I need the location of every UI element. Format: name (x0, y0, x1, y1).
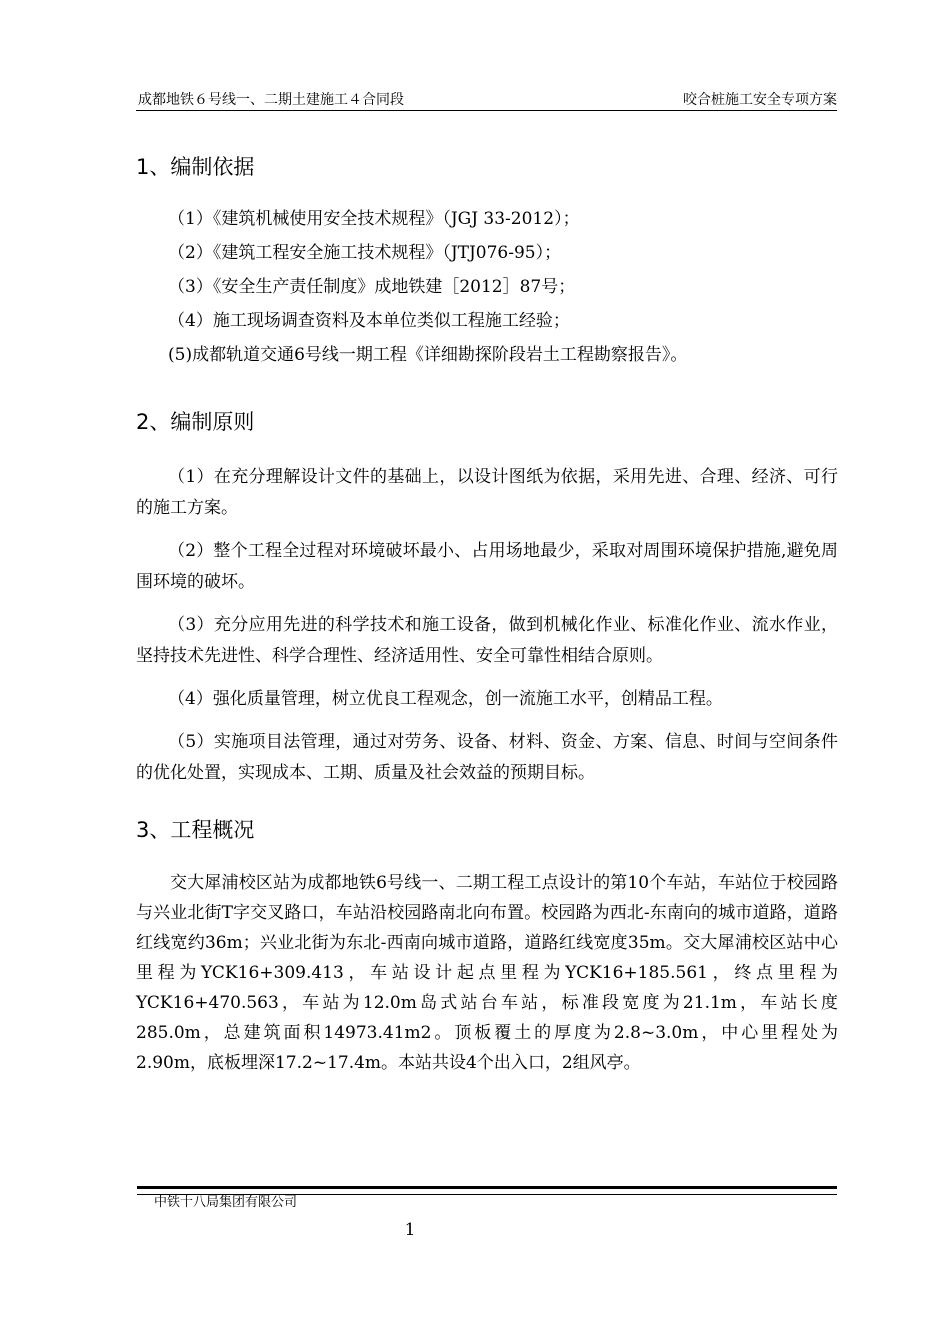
principles-list (136, 462, 838, 801)
basis-item: （4）施工现场调查资料及本单位类似工程施工经验； (168, 311, 570, 331)
basis-item: （1）《建筑机械使用安全技术规程》（JGJ 33-2012）； (168, 209, 580, 229)
principle-item: （4）强化质量管理，树立优良工程观念，创一流施工水平，创精品工程。 (168, 689, 723, 709)
overview-body (136, 868, 838, 1078)
section-heading-overview: 3、工程概况 (136, 818, 255, 842)
section-heading-principles: 2、编制原则 (136, 410, 255, 434)
header-document-title: 咬合桩施工安全专项方案 (683, 91, 837, 107)
principle-item: （2）整个工程全过程对环境破坏最小、占用场地最少，采取对周围环境保护措施,避免周围环境的破坏。 (136, 541, 838, 592)
basis-list (136, 204, 838, 374)
principle-item: （3）充分应用先进的科学技术和施工设备，做到机械化作业、标准化作业、流水作业，坚持技术先进性、科学合理性、经济适用性、安全可靠性相结合原则。 (136, 615, 838, 666)
principle-item: （5）实施项目法管理，通过对劳务、设备、材料、资金、方案、信息、时间与空间条件的优化处置，实现成本、工期、质量及社会效益的预期目标。 (136, 732, 838, 783)
header-rule (136, 110, 837, 111)
basis-item: （3）《安全生产责任制度》成地铁建［2012］87号； (168, 277, 576, 297)
overview-paragraph: 交大犀浦校区站为成都地铁6号线一、二期工程工点设计的第10个车站，车站位于校园路与兴业北街T字交叉路口，车站沿校园路南北向布置。校园路为西北-东南向的城市道路，道路红线宽约36m；兴业北街为东北-西南向城市道路，道路红线宽度35m。交大犀浦校区站中心里程为YCK16+309.413，车站设计起点里程为YCK16+185.561，终点里程为YCK16+470.563，车站为12.0m岛式站台车站，标准段宽度为21.1m，车站长度285.0m，总建筑面积14973.41m2。顶板覆土的厚度为2.8~3.0m，中心里程处为2.90m，底板埋深17.2~17.4m。本站共设4个出入口，2组风亭。 (136, 873, 838, 1073)
page-number: 1 (404, 1220, 416, 1240)
principle-item: （1）在充分理解设计文件的基础上，以设计图纸为依据，采用先进、合理、经济、可行的施工方案。 (136, 467, 838, 518)
basis-item: （2）《建筑工程安全施工技术规程》（JTJ076-95）； (168, 243, 562, 263)
basis-item: (5)成都轨道交通6号线一期工程《详细勘探阶段岩土工程勘察报告》。 (168, 345, 688, 365)
header-project-title: 成都地铁６号线一、二期土建施工４合同段 (138, 91, 404, 107)
footer-company-name: 中铁十八局集团有限公司 (154, 1195, 298, 1210)
section-heading-basis: 1、编制依据 (136, 155, 255, 179)
